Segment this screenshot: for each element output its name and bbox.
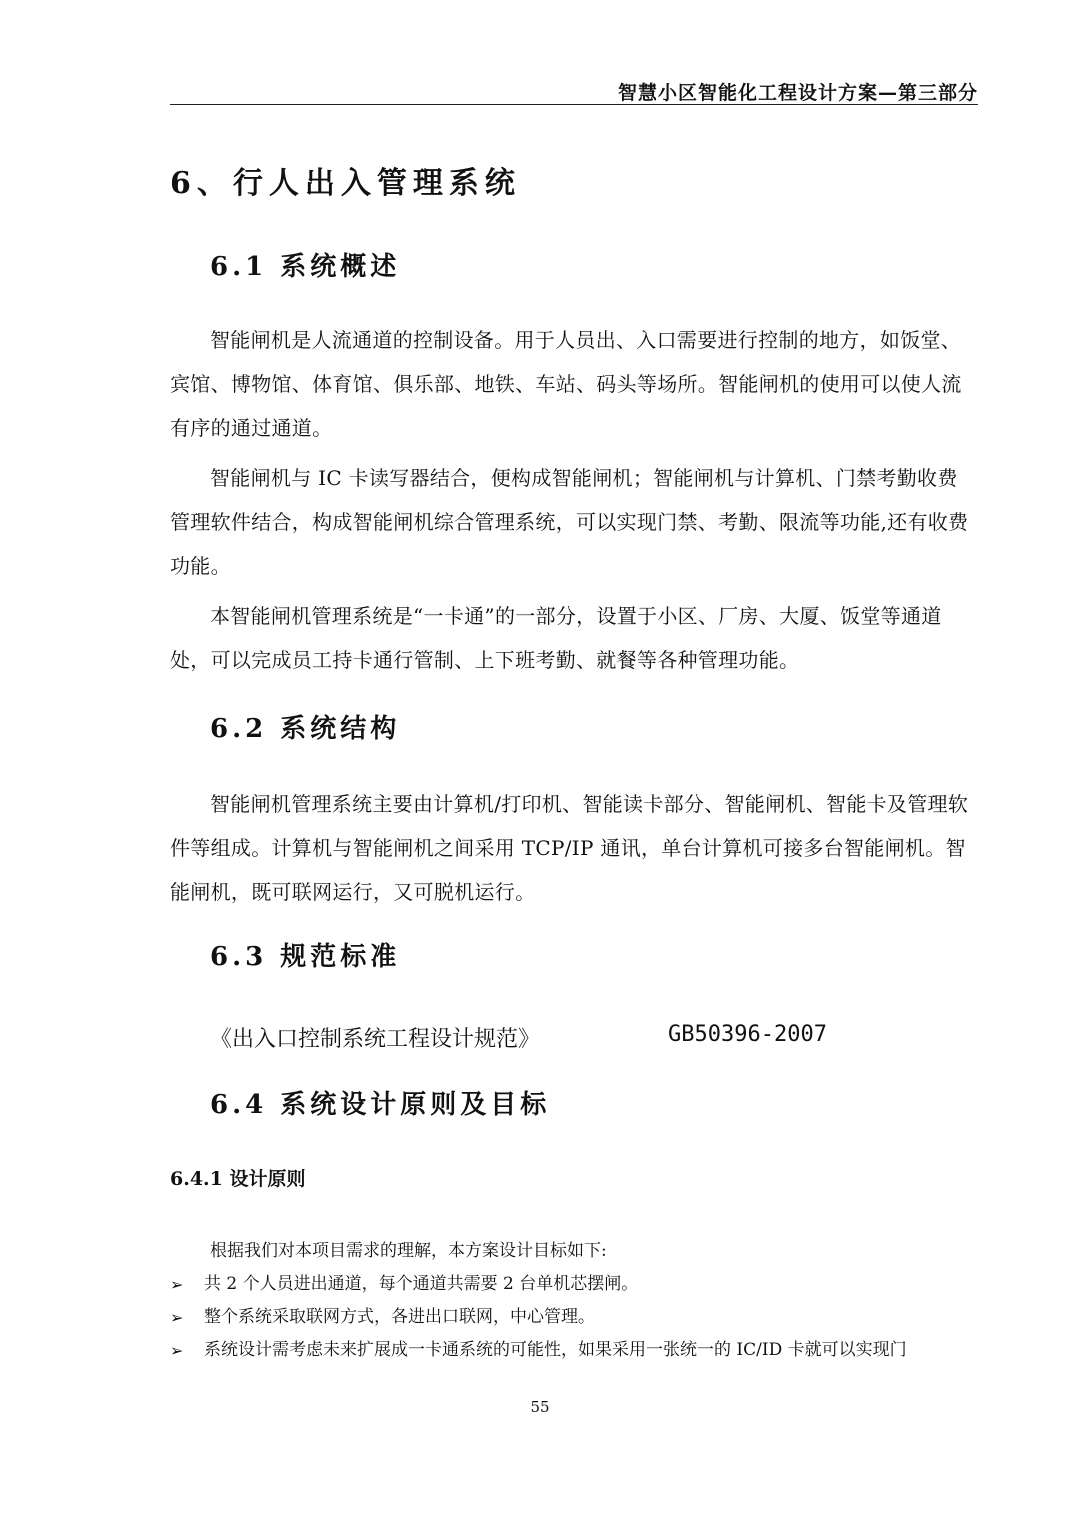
section-6-1-title: 6.1 系统概述 xyxy=(210,252,401,282)
header-title: 智慧小区智能化工程设计方案—第三部分 xyxy=(617,82,978,104)
paragraph-6-1-3: 本智能闸机管理系统是“一卡通”的一部分，设置于小区、厂房、大厦、饭堂等通道处，可以完成员工持卡通行管制、上下班考勤、就餐等各种管理功能。 xyxy=(170,604,942,672)
section-6-2-title: 6.2 系统结构 xyxy=(210,714,401,744)
arrow-icon: ➢ xyxy=(170,1308,184,1327)
list-item-text: 系统设计需考虑未来扩展成一卡通系统的可能性，如果采用一张统一的 IC/ID 卡就可以实现门 xyxy=(204,1340,907,1360)
standard-name: 《出入口控制系统工程设计规范》 xyxy=(210,1027,541,1052)
list-item xyxy=(170,1334,978,1367)
design-intro: 根据我们对本项目需求的理解，本方案设计目标如下: xyxy=(210,1241,607,1261)
section-6-4-title: 6.4 系统设计原则及目标 xyxy=(210,1090,551,1120)
list-item xyxy=(170,1268,978,1301)
paragraph-6-1-2: 智能闸机与 IC 卡读写器结合，便构成智能闸机；智能闸机与计算机、门禁考勤收费管理软件结合，构成智能闸机综合管理系统，可以实现门禁、考勤、限流等功能,还有收费功能。 xyxy=(170,466,969,578)
arrow-icon: ➢ xyxy=(170,1341,184,1360)
standard-code: GB50396-2007 xyxy=(668,1022,827,1047)
section-6-3-title: 6.3 规范标准 xyxy=(210,942,401,972)
list-item xyxy=(170,1301,978,1334)
section-6-4-1-title: 6.4.1 设计原则 xyxy=(170,1168,306,1190)
arrow-icon: ➢ xyxy=(170,1275,184,1294)
paragraph-6-1-1: 智能闸机是人流通道的控制设备。用于人员出、入口需要进行控制的地方，如饭堂、宾馆、博物馆、体育馆、俱乐部、地铁、车站、码头等场所。智能闸机的使用可以使人流有序的通过通道。 xyxy=(170,328,962,440)
paragraph-6-2: 智能闸机管理系统主要由计算机/打印机、智能读卡部分、智能闸机、智能卡及管理软件等组成。计算机与智能闸机之间采用 TCP/IP 通讯，单台计算机可接多台智能闸机。智能闸机，既可联网运行，又可脱机运行。 xyxy=(170,792,969,904)
list-item-text: 整个系统采取联网方式，各进出口联网，中心管理。 xyxy=(204,1307,595,1327)
section-title: 6、行人出入管理系统 xyxy=(170,166,521,201)
page-header xyxy=(170,74,978,105)
list-item-text: 共 2 个人员进出通道，每个通道共需要 2 台单机芯摆闸。 xyxy=(204,1274,639,1294)
page-number: 55 xyxy=(530,1398,550,1416)
design-goals-list xyxy=(170,1268,978,1367)
